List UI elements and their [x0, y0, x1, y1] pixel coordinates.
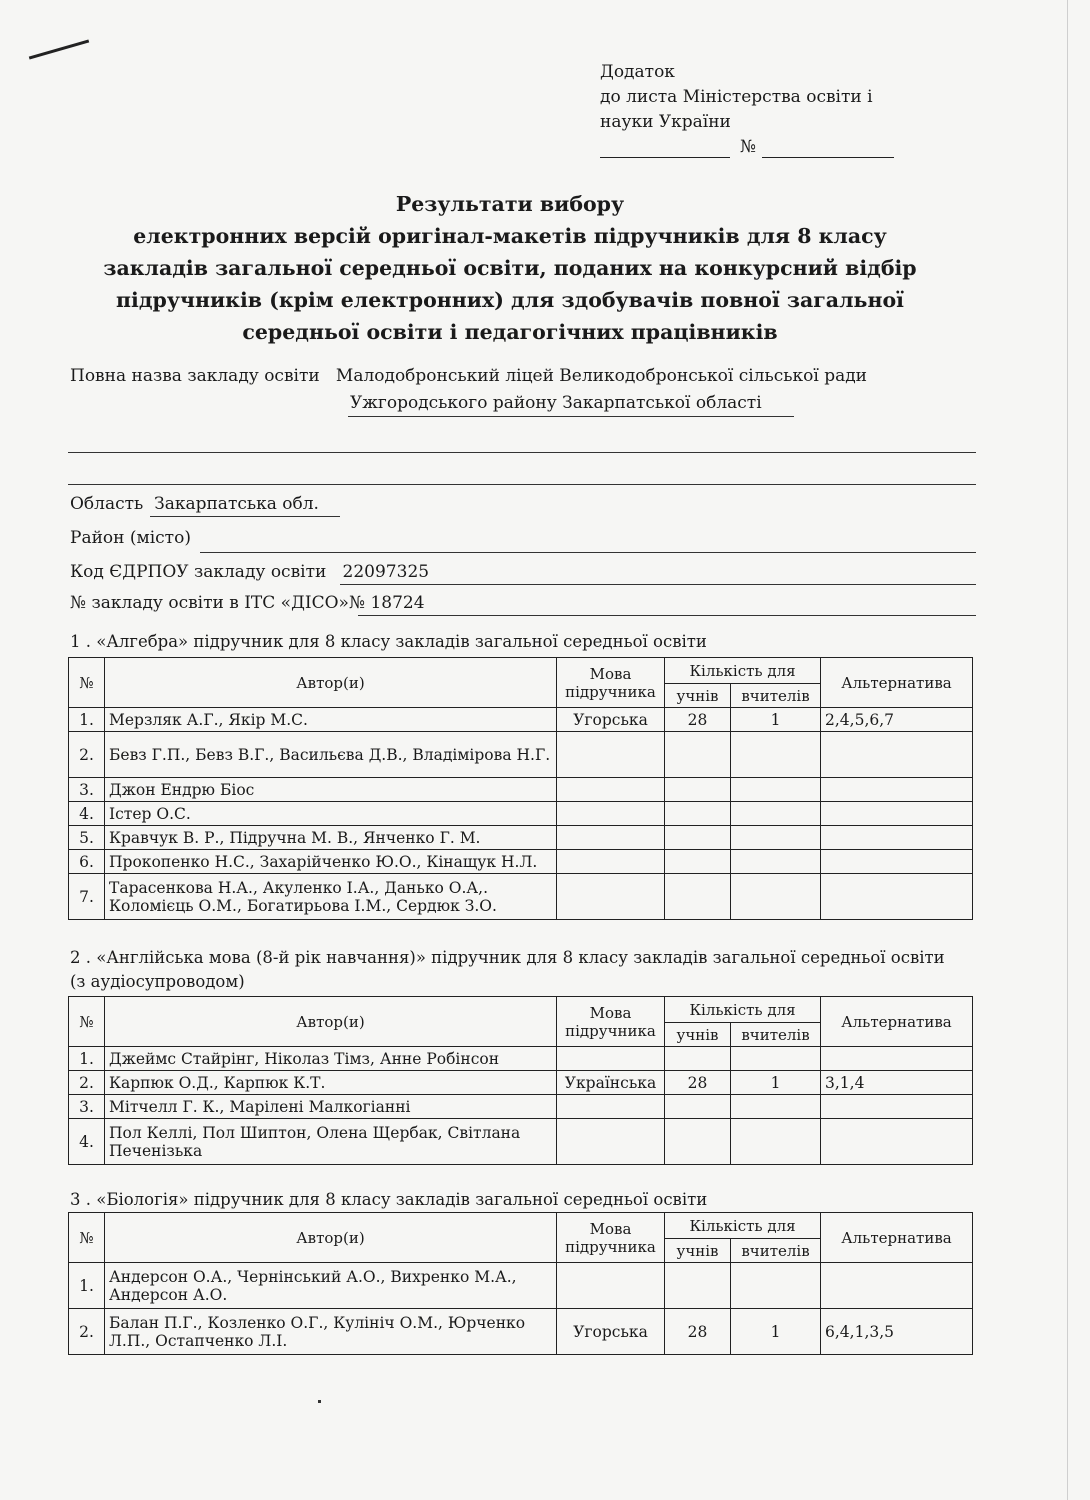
row-num: 2.: [69, 1309, 105, 1355]
section-title-biology: 3 . «Біологія» підручник для 8 класу закладів загальної середньої освіти: [70, 1190, 708, 1209]
addendum-line: до листа Міністерства освіти і: [600, 87, 873, 107]
table-row: [69, 1047, 973, 1071]
section-title-english: [70, 946, 945, 994]
row-language: [557, 802, 665, 826]
header-alternative: Альтернатива: [821, 997, 973, 1047]
addendum-header: [600, 60, 930, 163]
row-teachers: [731, 1263, 821, 1309]
row-authors: Кравчук В. Р., Підручна М. В., Янченко Г. М.: [105, 826, 557, 850]
row-alternative: [821, 850, 973, 874]
title-line: підручників (крім електронних) для здобувачів повної загальної: [116, 288, 904, 312]
document-title: [70, 188, 950, 348]
header-num: №: [69, 1213, 105, 1263]
header-quantity: Кількість для: [665, 997, 821, 1023]
row-num: 1.: [69, 1047, 105, 1071]
row-teachers: [731, 1119, 821, 1165]
addendum-line: Додаток: [600, 62, 675, 82]
header-students: учнів: [665, 684, 731, 708]
row-teachers: [731, 802, 821, 826]
row-language: [557, 1119, 665, 1165]
header-language: Мова підручника: [557, 997, 665, 1047]
row-teachers: [731, 826, 821, 850]
row-language: Угорська: [557, 708, 665, 732]
row-students: 28: [665, 1309, 731, 1355]
row-students: [665, 1263, 731, 1309]
row-num: 4.: [69, 1119, 105, 1165]
header-num: №: [69, 997, 105, 1047]
table-row: [69, 778, 973, 802]
ink-dot: [318, 1400, 321, 1403]
row-authors: Пол Келлі, Пол Шиптон, Олена Щербак, Світлана Печенізька: [105, 1119, 557, 1165]
district-field: Район (місто): [70, 528, 191, 548]
title-line: електронних версій оригінал-макетів підручників для 8 класу: [133, 224, 887, 248]
region-label: Область: [70, 494, 144, 514]
algebra-table: [68, 657, 973, 920]
biology-table: [68, 1212, 973, 1355]
row-students: 28: [665, 1071, 731, 1095]
header-authors: Автор(и): [105, 997, 557, 1047]
section-title-line: (з аудіосупроводом): [70, 972, 245, 991]
table-row: [69, 1263, 973, 1309]
table-row: [69, 708, 973, 732]
row-teachers: [731, 1047, 821, 1071]
row-alternative: [821, 1095, 973, 1119]
row-students: 28: [665, 708, 731, 732]
addendum-line: науки України: [600, 112, 731, 132]
pen-mark: [29, 40, 89, 60]
row-alternative: 6,4,1,3,5: [821, 1309, 973, 1355]
header-num: №: [69, 658, 105, 708]
edrpou-label: Код ЄДРПОУ закладу освіти: [70, 562, 327, 582]
table-row: [69, 1309, 973, 1355]
row-num: 3.: [69, 1095, 105, 1119]
row-authors: Бевз Г.П., Бевз В.Г., Васильєва Д.В., Владімірова Н.Г.: [105, 732, 557, 778]
table-row: [69, 802, 973, 826]
row-language: Угорська: [557, 1309, 665, 1355]
row-alternative: [821, 826, 973, 850]
table-row: [69, 850, 973, 874]
region-field: [70, 494, 319, 514]
row-alternative: [821, 874, 973, 920]
header-alternative: Альтернатива: [821, 1213, 973, 1263]
row-language: Українська: [557, 1071, 665, 1095]
header-quantity: Кількість для: [665, 1213, 821, 1239]
institution-name-label: Повна назва закладу освіти: [70, 366, 320, 386]
row-teachers: [731, 778, 821, 802]
header-authors: Автор(и): [105, 1213, 557, 1263]
row-students: [665, 874, 731, 920]
row-authors: Прокопенко Н.С., Захарійченко Ю.О., Кінащук Н.Л.: [105, 850, 557, 874]
row-authors: Балан П.Г., Козленко О.Г., Кулініч О.М., Юрченко Л.П., Остапченко Л.І.: [105, 1309, 557, 1355]
row-teachers: [731, 850, 821, 874]
row-teachers: 1: [731, 1071, 821, 1095]
header-alternative: Альтернатива: [821, 658, 973, 708]
row-num: 1.: [69, 1263, 105, 1309]
row-language: [557, 874, 665, 920]
page-edge: [1067, 0, 1068, 1500]
row-students: [665, 826, 731, 850]
row-language: [557, 850, 665, 874]
table-row: [69, 732, 973, 778]
row-alternative: [821, 802, 973, 826]
row-alternative: [821, 778, 973, 802]
institution-name-field: [70, 366, 867, 386]
title-line: закладів загальної середньої освіти, поданих на конкурсний відбір: [103, 256, 917, 280]
english-table: [68, 996, 973, 1165]
row-students: [665, 778, 731, 802]
row-authors: Карпюк О.Д., Карпюк К.Т.: [105, 1071, 557, 1095]
header-students: учнів: [665, 1023, 731, 1047]
row-alternative: 2,4,5,6,7: [821, 708, 973, 732]
row-alternative: 3,1,4: [821, 1071, 973, 1095]
addendum-number-line: [600, 135, 930, 163]
row-alternative: [821, 1047, 973, 1071]
table-row: [69, 1119, 973, 1165]
row-students: [665, 802, 731, 826]
header-teachers: вчителів: [731, 684, 821, 708]
row-num: 5.: [69, 826, 105, 850]
table-row: [69, 1071, 973, 1095]
row-language: [557, 1263, 665, 1309]
row-authors: Андерсон О.А., Чернінський А.О., Вихренко М.А., Андерсон А.О.: [105, 1263, 557, 1309]
row-alternative: [821, 1263, 973, 1309]
title-line: середньої освіти і педагогічних працівників: [242, 320, 778, 344]
row-authors: Мітчелл Г. К., Марілені Малкогіанні: [105, 1095, 557, 1119]
table-row: [69, 1095, 973, 1119]
its-value: 18724: [370, 593, 425, 613]
header-students: учнів: [665, 1239, 731, 1263]
row-students: [665, 1047, 731, 1071]
row-num: 6.: [69, 850, 105, 874]
row-students: [665, 850, 731, 874]
row-num: 2.: [69, 732, 105, 778]
row-teachers: 1: [731, 708, 821, 732]
row-authors: Джеймс Стайрінг, Ніколаз Тімз, Анне Робінсон: [105, 1047, 557, 1071]
row-teachers: [731, 1095, 821, 1119]
row-students: [665, 732, 731, 778]
row-alternative: [821, 1119, 973, 1165]
institution-name-line2: Ужгородського району Закарпатської області: [350, 393, 762, 413]
row-language: [557, 1095, 665, 1119]
header-authors: Автор(и): [105, 658, 557, 708]
section-title-algebra: 1 . «Алгебра» підручник для 8 класу закладів загальної середньої освіти: [70, 632, 707, 651]
its-field: [70, 593, 425, 613]
row-authors: Джон Ендрю Біос: [105, 778, 557, 802]
row-authors: Тарасенкова Н.А., Акуленко І.А., Данько О.А,. Коломієць О.М., Богатирьова І.М., Сердюк З.О.: [105, 874, 557, 920]
header-quantity: Кількість для: [665, 658, 821, 684]
row-num: 7.: [69, 874, 105, 920]
region-value: Закарпатська обл.: [154, 494, 319, 514]
table-row: [69, 874, 973, 920]
row-num: 1.: [69, 708, 105, 732]
row-students: [665, 1119, 731, 1165]
its-label: № закладу освіти в ІТС «ДІСО»№: [70, 593, 366, 613]
row-num: 3.: [69, 778, 105, 802]
row-teachers: 1: [731, 1309, 821, 1355]
row-num: 4.: [69, 802, 105, 826]
edrpou-field: [70, 562, 429, 582]
row-num: 2.: [69, 1071, 105, 1095]
row-students: [665, 1095, 731, 1119]
row-language: [557, 778, 665, 802]
row-alternative: [821, 732, 973, 778]
header-teachers: вчителів: [731, 1239, 821, 1263]
edrpou-value: 22097325: [342, 562, 430, 582]
header-language: Мова підручника: [557, 658, 665, 708]
row-language: [557, 826, 665, 850]
header-language: Мова підручника: [557, 1213, 665, 1263]
row-language: [557, 1047, 665, 1071]
header-teachers: вчителів: [731, 1023, 821, 1047]
institution-name-line1: Малодобронський ліцей Великодобронської сільської ради: [335, 366, 868, 386]
row-authors: Мерзляк А.Г., Якір М.С.: [105, 708, 557, 732]
row-authors: Істер О.С.: [105, 802, 557, 826]
table-row: [69, 826, 973, 850]
number-sign: №: [740, 137, 757, 157]
row-teachers: [731, 732, 821, 778]
section-title-line: 2 . «Англійська мова (8-й рік навчання)» підручник для 8 класу закладів загальної середньої освіти: [70, 948, 945, 967]
title-line: Результати вибору: [395, 192, 625, 216]
row-language: [557, 732, 665, 778]
row-teachers: [731, 874, 821, 920]
